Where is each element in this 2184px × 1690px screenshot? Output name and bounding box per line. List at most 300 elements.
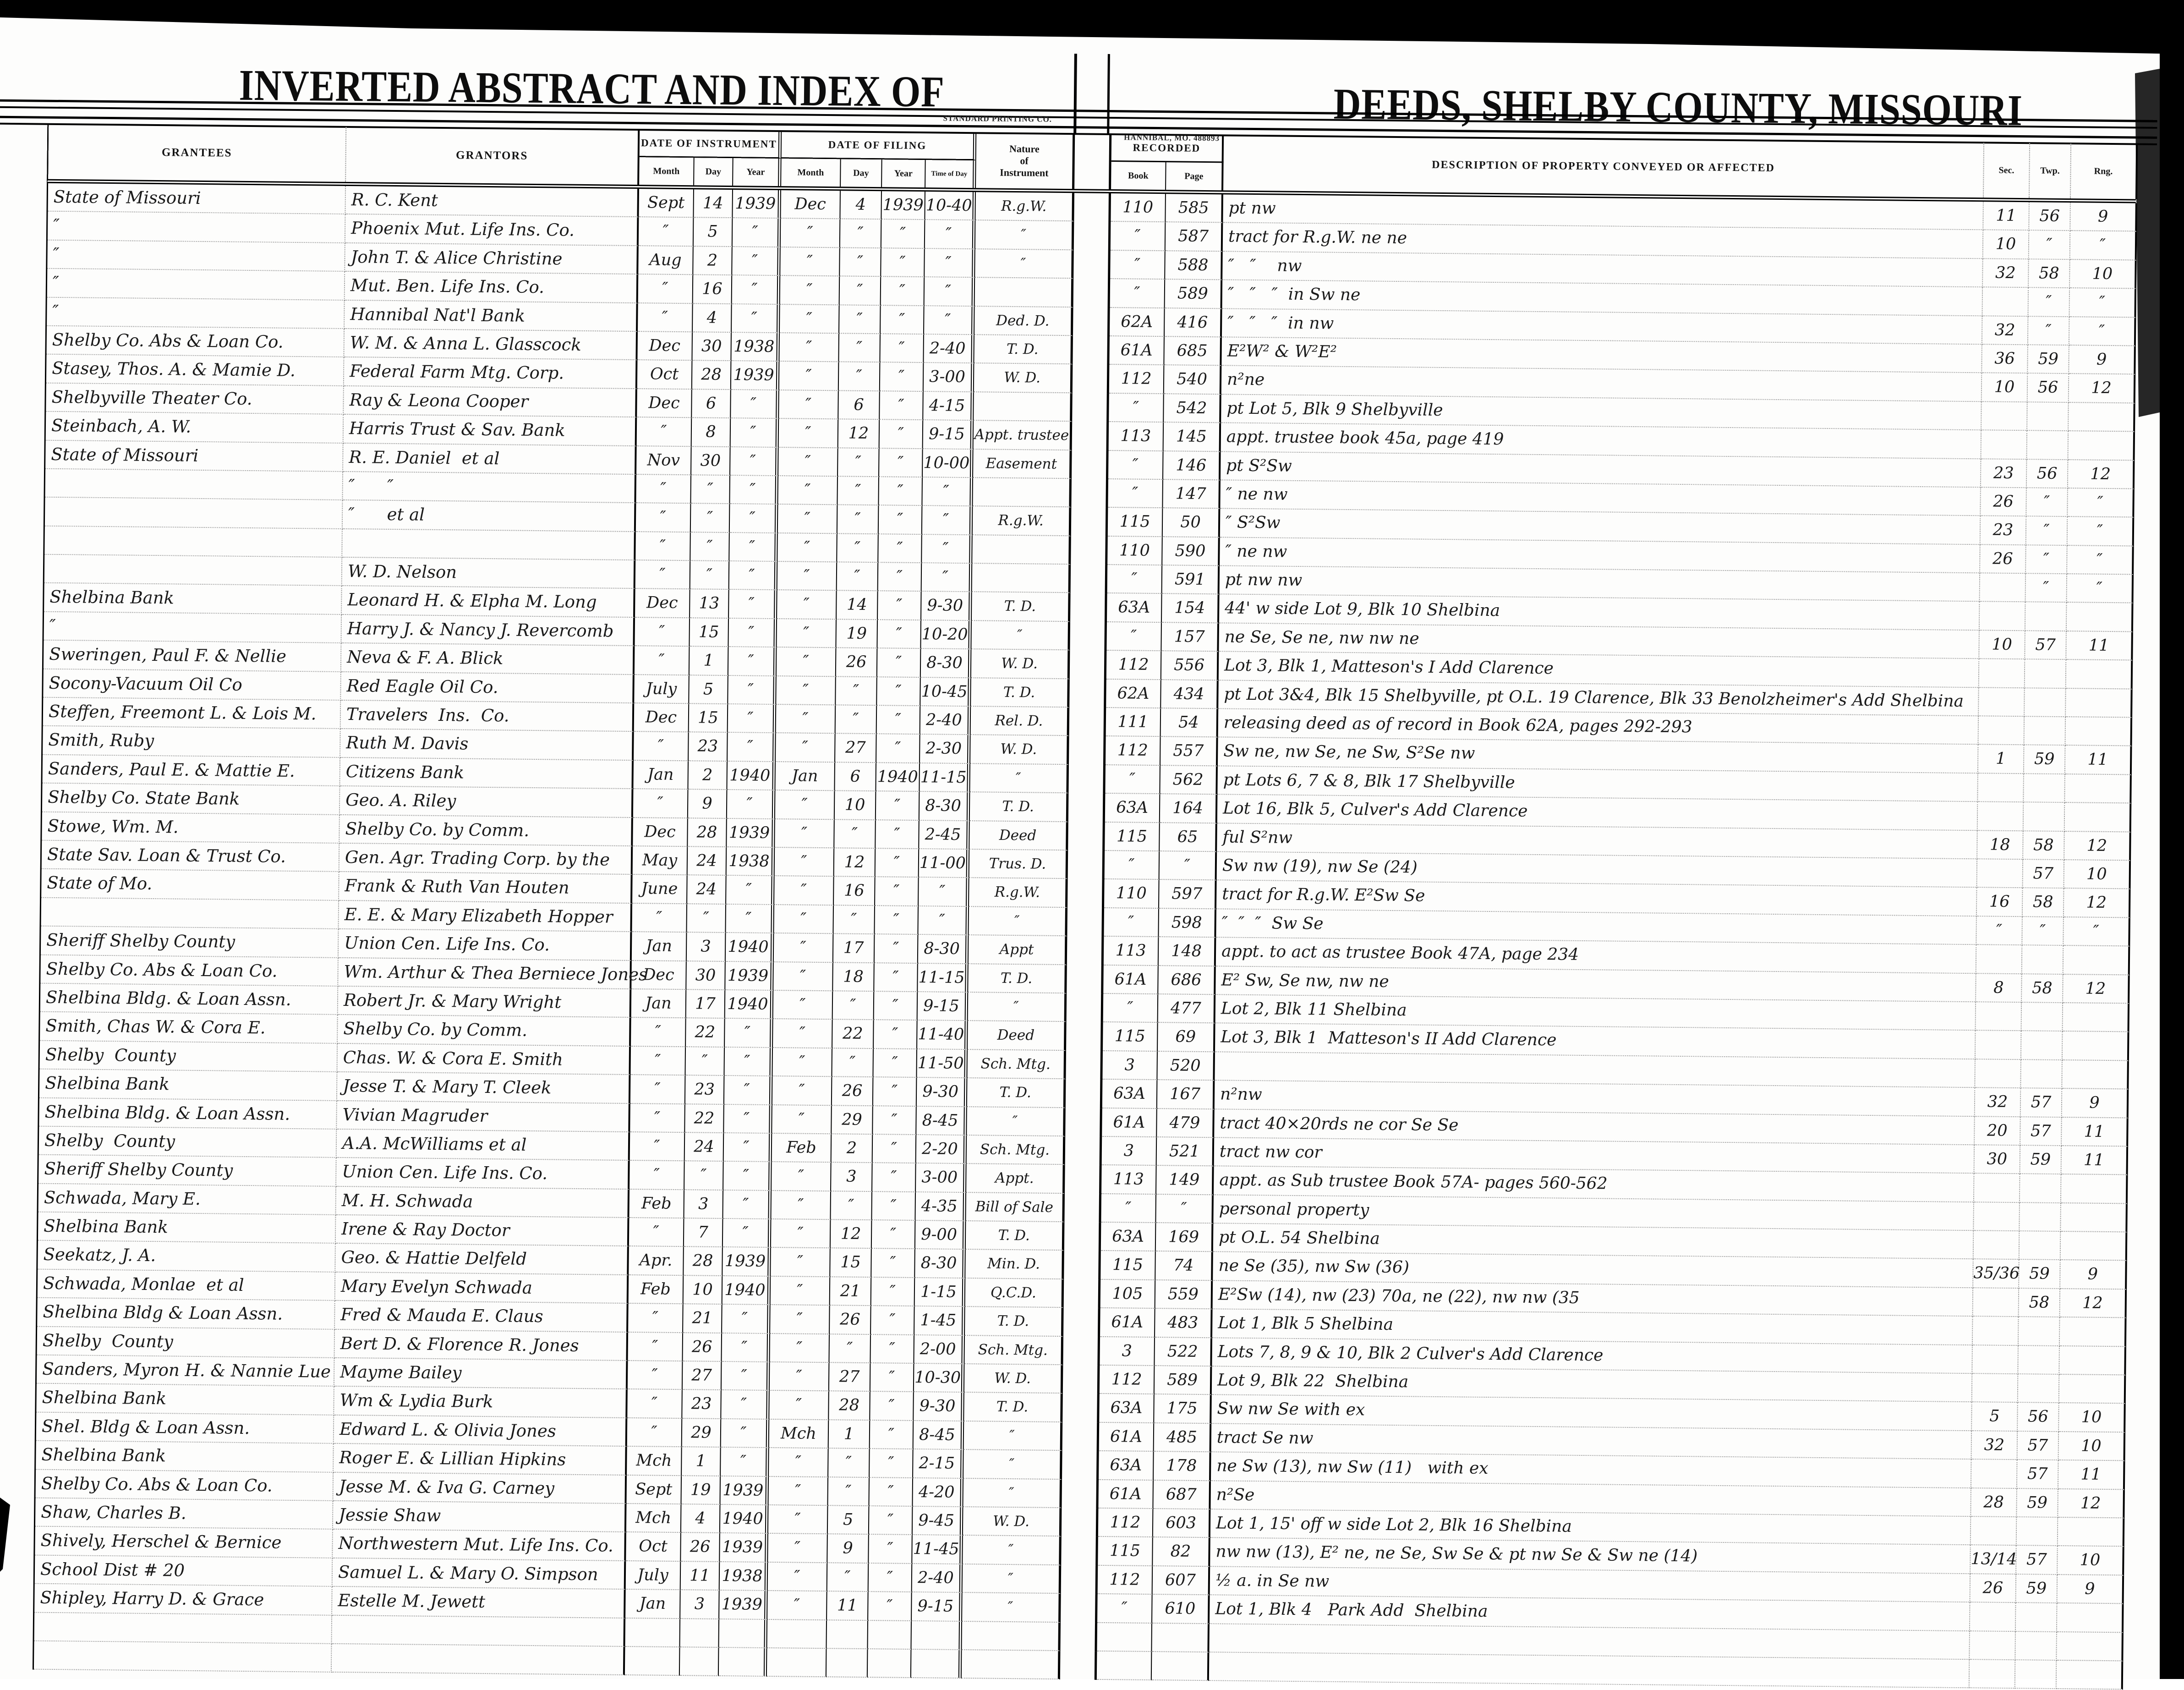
cell-sec: 23 <box>1981 516 2027 545</box>
cell-grantor: Federal Farm Mtg. Corp. <box>344 357 638 389</box>
cell-sec <box>1971 1517 2017 1546</box>
cell-book: 113 <box>1104 937 1159 966</box>
cell-grantee: State of Missouri <box>48 183 346 215</box>
cell-book: 115 <box>1098 1537 1153 1566</box>
cell-description: pt Lots 6, 7 & 8, Blk 17 Shelbyville <box>1217 766 1978 802</box>
cell-nature: T. D. <box>968 964 1067 993</box>
cell-grantee: Socony-Vacuum Oil Co <box>43 669 341 701</box>
cell-rng <box>2062 1060 2129 1090</box>
cell-grantor: Phoenix Mut. Life Ins. Co. <box>345 214 639 246</box>
cell-description: ne Se (35), nw Sw (36) <box>1213 1252 1974 1288</box>
cell-description: ½ a. in Se nw <box>1210 1567 1971 1602</box>
cell-book: ″ <box>1101 1194 1156 1224</box>
cell-filing-month: ″ <box>772 1076 832 1106</box>
cell-sec <box>1973 1317 2019 1345</box>
cell-description: Lot 3, Blk 1, Matteson's I Add Clarence <box>1219 652 1980 688</box>
cell-twp <box>2025 603 2067 631</box>
col-header-rng: Rng. <box>2071 143 2138 199</box>
cell-filing-time: 2-15 <box>913 1449 964 1478</box>
cell-filing-day: 2 <box>832 1134 873 1163</box>
cell-instr-day: 5 <box>694 218 733 247</box>
cell-filing-time: 9-15 <box>912 1592 963 1621</box>
cell-twp: 57 <box>2023 860 2065 889</box>
cell-page: 167 <box>1157 1080 1215 1109</box>
cell-description: releasing deed as of record in Book 62A, pages 292-293 <box>1218 709 1979 745</box>
cell-grantee: Smith, Chas W. & Cora E. <box>40 1012 338 1044</box>
cell-filing-year: ″ <box>877 677 921 706</box>
cell-book <box>1097 1652 1152 1681</box>
cell-instr-month: Feb <box>629 1190 684 1219</box>
cell-instr-month: ″ <box>631 1018 686 1047</box>
cell-filing-time: 11-15 <box>918 964 969 993</box>
cell-filing-year: ″ <box>877 648 921 677</box>
cell-filing-year: ″ <box>870 1449 914 1478</box>
page-gutter <box>1069 736 1106 765</box>
cell-book: 3 <box>1100 1337 1155 1366</box>
cell-filing-month: ″ <box>775 819 835 849</box>
cell-instr-day: 16 <box>693 275 733 304</box>
cell-filing-day: ″ <box>828 1449 870 1477</box>
cell-page: 588 <box>1165 251 1223 280</box>
cell-nature: T. D. <box>972 593 1071 622</box>
cell-nature: R.g.W. <box>975 192 1074 221</box>
cell-description: ″ ″ ″ in nw <box>1222 309 1983 345</box>
cell-nature: T. D. <box>971 678 1070 708</box>
cell-sec: 32 <box>1983 259 2029 288</box>
cell-filing-time: 2-30 <box>920 735 971 763</box>
cell-filing-day: ″ <box>837 505 879 534</box>
cell-sec: 32 <box>1975 1088 2021 1117</box>
cell-rng: 12 <box>2068 460 2135 489</box>
cell-instr-day: 27 <box>683 1361 722 1390</box>
cell-page: 148 <box>1159 937 1216 966</box>
page-gutter <box>1067 879 1105 908</box>
cell-instr-month: July <box>634 675 690 704</box>
cell-instr-day: 22 <box>685 1104 724 1133</box>
page-fold-line <box>1073 54 1077 134</box>
cell-instr-month: ″ <box>633 789 689 818</box>
cell-filing-year: ″ <box>876 791 920 820</box>
cell-filing-time: 10-30 <box>914 1364 965 1393</box>
cell-instr-year: ″ <box>732 304 780 333</box>
page-gutter <box>1073 336 1110 365</box>
cell-filing-month: ″ <box>778 505 838 534</box>
cell-rng <box>2069 403 2135 432</box>
cell-grantee <box>45 469 343 501</box>
cell-grantor: A.A. McWilliams et al <box>337 1130 630 1161</box>
cell-nature: ″ <box>963 1536 1062 1565</box>
cell-book: 61A <box>1099 1423 1155 1452</box>
cell-book: ″ <box>1110 279 1166 308</box>
cell-rng <box>2064 946 2130 975</box>
page-gutter <box>1063 1337 1100 1366</box>
cell-description: E² Sw, Se nw, nw ne <box>1215 966 1976 1002</box>
cell-twp: ″ <box>2028 288 2070 317</box>
cell-instr-day: 28 <box>692 361 732 390</box>
cell-nature <box>962 1622 1061 1651</box>
cell-filing-time: 2-45 <box>919 821 970 850</box>
cell-twp <box>2020 1231 2061 1260</box>
cell-description: ne Se, Se ne, nw nw ne <box>1219 623 1980 659</box>
cell-page: 145 <box>1164 422 1221 452</box>
cell-instr-day: 21 <box>683 1304 723 1333</box>
cell-instr-month: Oct <box>626 1532 681 1562</box>
cell-page: 559 <box>1155 1280 1213 1310</box>
cell-grantor: Frank & Ruth Van Houten <box>339 872 633 904</box>
page-gutter <box>1063 1308 1100 1337</box>
cell-nature <box>962 1650 1061 1679</box>
cell-filing-day: 9 <box>827 1535 869 1564</box>
cell-nature: T. D. <box>966 1221 1065 1251</box>
cell-sec: 32 <box>1982 316 2029 345</box>
cell-filing-year <box>868 1621 912 1650</box>
cell-twp: 59 <box>2028 345 2069 374</box>
cell-filing-day: 5 <box>828 1506 870 1535</box>
page-gutter <box>1073 250 1111 279</box>
cell-book: 112 <box>1100 1366 1155 1395</box>
cell-rng <box>2058 1518 2125 1547</box>
cell-instr-day: 24 <box>688 847 727 876</box>
cell-filing-month: ″ <box>773 1019 833 1048</box>
cell-grantor: Irene & Ray Doctor <box>336 1215 629 1247</box>
cell-twp: ″ <box>2026 488 2068 517</box>
cell-nature: Sch. Mtg. <box>964 1336 1063 1365</box>
cell-instr-month: Aug <box>638 246 694 275</box>
cell-rng: ″ <box>2067 546 2134 575</box>
cell-rng: ″ <box>2067 574 2134 604</box>
cell-filing-month: ″ <box>777 647 837 677</box>
page-gutter <box>1066 1051 1103 1080</box>
cell-twp: ″ <box>2022 917 2064 946</box>
cell-instr-day: 10 <box>684 1276 723 1305</box>
cell-sec: 26 <box>1980 545 2026 574</box>
cell-instr-month: ″ <box>635 618 690 647</box>
cell-description: 44' w side Lot 9, Blk 10 Shelbina <box>1219 595 1980 631</box>
cell-filing-day: 11 <box>827 1591 869 1620</box>
cell-filing-time: ″ <box>925 249 975 278</box>
cell-grantee: Shaw, Charles B. <box>35 1498 334 1530</box>
cell-sec <box>1976 1002 2022 1031</box>
cell-instr-day: ″ <box>691 475 730 504</box>
cell-nature: Min. D. <box>965 1250 1064 1279</box>
cell-grantor: Leonard H. & Elpha M. Long <box>342 586 635 618</box>
cell-grantee <box>44 555 343 587</box>
page-gutter <box>1065 1165 1102 1194</box>
cell-filing-time: 9-00 <box>915 1221 966 1250</box>
cell-filing-year: ″ <box>881 220 925 249</box>
cell-rng: 11 <box>2062 1118 2129 1147</box>
col-header-date-of-filing: DATE OF FILING <box>782 131 977 160</box>
cell-filing-year: ″ <box>873 1077 917 1106</box>
cell-sec <box>1980 602 2026 631</box>
cell-filing-day: ″ <box>836 677 877 706</box>
cell-twp: ″ <box>2025 574 2067 603</box>
table-body <box>33 183 2136 1690</box>
cell-grantee <box>34 1613 333 1644</box>
cell-grantee <box>45 498 343 529</box>
cell-grantee: Sheriff Shelby County <box>38 1155 337 1187</box>
cell-grantor: Hannibal Nat'l Bank <box>345 301 638 332</box>
cell-filing-month: Feb <box>772 1134 832 1163</box>
cell-instr-month: ″ <box>638 274 694 304</box>
cell-filing-time: 10-20 <box>921 620 972 649</box>
cell-filing-day: 27 <box>829 1363 871 1392</box>
cell-filing-year: ″ <box>876 820 920 849</box>
cell-filing-time: ″ <box>918 906 969 935</box>
cell-instr-month: ″ <box>628 1304 684 1333</box>
cell-grantor: Gen. Agr. Trading Corp. by the <box>339 844 633 875</box>
cell-filing-month: ″ <box>770 1362 830 1392</box>
cell-description: pt O.L. 54 Shelbina <box>1213 1224 1974 1259</box>
cell-book: 3 <box>1102 1051 1158 1081</box>
cell-filing-month: ″ <box>779 333 839 362</box>
cell-page: 416 <box>1165 308 1222 338</box>
cell-sec <box>1979 688 2025 717</box>
cell-instr-month: Dec <box>637 332 693 361</box>
cell-page: 50 <box>1163 508 1221 538</box>
page-gutter <box>1073 279 1111 307</box>
page-title-left: INVERTED ABSTRACT AND INDEX OF <box>239 60 945 116</box>
cell-instr-year: 1940 <box>725 990 774 1019</box>
col-header-twp: Twp. <box>2030 143 2071 198</box>
cell-nature: ″ <box>969 907 1067 936</box>
cell-book: 111 <box>1106 708 1161 737</box>
cell-rng: ″ <box>2064 917 2130 947</box>
cell-description: n²nw <box>1215 1081 1976 1116</box>
cell-filing-month: ″ <box>778 448 838 477</box>
cell-filing-time <box>911 1650 962 1679</box>
cell-rng <box>2059 1375 2126 1404</box>
cell-grantor: Roger E. & Lillian Hipkins <box>334 1444 627 1476</box>
cell-book: 105 <box>1100 1280 1156 1309</box>
cell-sec: 30 <box>1975 1145 2021 1174</box>
cell-filing-month: ″ <box>777 533 837 563</box>
cell-filing-month: ″ <box>773 991 833 1020</box>
cell-nature: ″ <box>968 993 1067 1022</box>
cell-filing-day: ″ <box>831 1191 872 1220</box>
cell-grantee <box>44 526 343 558</box>
cell-filing-day: 6 <box>838 391 880 420</box>
cell-filing-time: ″ <box>925 277 975 306</box>
cell-filing-month: ″ <box>777 562 837 591</box>
cell-rng: 9 <box>2070 203 2137 232</box>
printer-imprint-left: STANDARD PRINTING CO. <box>943 114 1052 124</box>
cell-twp <box>2021 1060 2063 1089</box>
cell-twp: 57 <box>2018 1432 2059 1460</box>
cell-nature: ″ <box>963 1479 1062 1508</box>
cell-filing-month: ″ <box>780 305 840 334</box>
cell-instr-month: ″ <box>630 1132 685 1162</box>
cell-page: 589 <box>1155 1366 1212 1395</box>
cell-grantor: E. E. & Mary Elizabeth Hopper <box>339 901 632 933</box>
cell-nature: R.g.W. <box>973 506 1072 536</box>
cell-filing-day: 29 <box>832 1106 873 1135</box>
cell-book: 112 <box>1106 651 1162 680</box>
cell-book: 113 <box>1101 1165 1157 1195</box>
col-header-description: DESCRIPTION OF PROPERTY CONVEYED OR AFFECTED <box>1223 135 1984 198</box>
cell-book: ″ <box>1109 394 1164 423</box>
cell-grantee: Stasey, Thos. A. & Mamie D. <box>46 355 345 386</box>
cell-description: ″ S²Sw <box>1220 509 1981 545</box>
cell-instr-month: June <box>632 875 688 904</box>
cell-nature: Ded. D. <box>974 307 1073 336</box>
cell-filing-month: ″ <box>778 476 838 505</box>
cell-grantor: R. C. Kent <box>345 186 639 218</box>
cell-instr-year: ″ <box>726 876 775 905</box>
cell-rng: 12 <box>2058 1489 2125 1519</box>
cell-instr-month: ″ <box>627 1389 683 1419</box>
cell-sec: 13/14 <box>1971 1546 2017 1575</box>
cell-filing-time: 11-15 <box>920 763 970 792</box>
cell-instr-month: May <box>633 846 688 876</box>
cell-filing-day: 19 <box>836 620 878 648</box>
cell-instr-month: Jan <box>633 761 689 790</box>
subheader-instr-year: Year <box>733 158 782 186</box>
cell-sec: 8 <box>1976 974 2022 1003</box>
cell-description: pt Lot 3&4, Blk 15 Shelbyville, pt O.L. 19 Clarence, Blk 33 Benolzheimer's Add Shelbina <box>1218 680 1979 716</box>
cell-instr-year: ″ <box>728 619 777 647</box>
cell-book: 63A <box>1107 593 1162 623</box>
cell-grantor: Bert D. & Florence R. Jones <box>334 1329 628 1361</box>
cell-grantor: Travelers Ins. Co. <box>341 701 635 732</box>
cell-book: ″ <box>1097 1594 1153 1624</box>
subheader-filing-day: Day <box>841 159 882 187</box>
cell-twp: 56 <box>2027 460 2069 488</box>
cell-grantee: Shelbina Bldg. & Loan Assn. <box>39 1098 337 1130</box>
cell-instr-year: ″ <box>724 1133 772 1162</box>
cell-instr-day: 30 <box>686 961 726 990</box>
cell-filing-time: 10-00 <box>923 449 974 478</box>
cell-grantee: ″ <box>47 241 345 272</box>
cell-filing-day: ″ <box>839 362 881 391</box>
cell-filing-day: 28 <box>829 1392 870 1421</box>
cell-instr-year: ″ <box>723 1162 772 1191</box>
cell-filing-time: 2-40 <box>924 335 974 363</box>
cell-instr-month: Dec <box>635 589 690 619</box>
cell-page: 483 <box>1155 1309 1213 1338</box>
cell-filing-day: 26 <box>832 1077 874 1106</box>
cell-twp <box>2016 1603 2058 1632</box>
cell-page: 687 <box>1153 1481 1211 1510</box>
cell-instr-day: 26 <box>683 1333 722 1362</box>
cell-grantor: Citizens Bank <box>340 758 634 790</box>
cell-instr-year: ″ <box>724 1076 773 1105</box>
cell-page: 685 <box>1164 337 1222 366</box>
cell-filing-time: ″ <box>922 477 973 506</box>
cell-book: 63A <box>1099 1394 1155 1423</box>
cell-instr-day: 15 <box>689 704 728 733</box>
cell-description: E²Sw (14), nw (23) 70a, ne (22), nw nw (35 <box>1213 1281 1974 1317</box>
cell-grantee: Shipley, Harry D. & Grace <box>34 1584 333 1616</box>
cell-grantor: Shelby Co. by Comm. <box>339 815 633 847</box>
cell-grantor: Geo. A. Riley <box>340 786 634 818</box>
cell-filing-day: 17 <box>833 934 875 963</box>
cell-grantee: Seekatz, J. A. <box>38 1241 336 1273</box>
page-gutter <box>1068 822 1105 851</box>
cell-filing-year: ″ <box>879 505 923 534</box>
cell-filing-time: ″ <box>925 220 976 249</box>
cell-page: 562 <box>1160 766 1218 795</box>
cell-filing-day: ″ <box>840 219 882 248</box>
cell-page: 589 <box>1165 280 1223 309</box>
cell-page: 479 <box>1157 1109 1215 1138</box>
cell-twp: 57 <box>2020 1117 2062 1146</box>
cell-nature: T. D. <box>965 1307 1064 1336</box>
cell-instr-day: 30 <box>691 447 731 476</box>
cell-filing-day: 12 <box>834 848 876 877</box>
cell-description: Lot 3, Blk 1 Matteson's II Add Clarence <box>1215 1024 1976 1059</box>
cell-filing-year: ″ <box>872 1220 916 1249</box>
cell-filing-year: ″ <box>878 563 922 592</box>
cell-rng: 9 <box>2060 1260 2127 1289</box>
cell-nature: Deed <box>969 821 1068 850</box>
cell-description: ″ ne nw <box>1220 538 1981 573</box>
cell-filing-year: ″ <box>880 391 924 420</box>
cell-instr-year: ″ <box>729 533 778 562</box>
cell-filing-year: ″ <box>878 534 922 563</box>
cell-nature: T. D. <box>967 1078 1066 1108</box>
cell-filing-month: ″ <box>770 1334 830 1363</box>
cell-filing-month: Mch <box>769 1420 829 1449</box>
cell-grantor: R. E. Daniel et al <box>343 443 637 475</box>
cell-rng <box>2065 774 2132 804</box>
cell-description: ″ ″ nw <box>1222 252 1983 287</box>
page-gutter <box>1067 936 1104 965</box>
cell-instr-year: ″ <box>731 418 779 447</box>
cell-instr-month <box>625 1619 680 1648</box>
cell-sec: 20 <box>1975 1117 2021 1146</box>
page-gutter <box>1060 1623 1097 1652</box>
cell-twp: ″ <box>2029 231 2071 260</box>
cell-filing-year: ″ <box>878 592 922 620</box>
cell-filing-time: ″ <box>922 535 973 564</box>
cell-grantor: Harris Trust & Sav. Bank <box>344 415 637 446</box>
cell-twp: 57 <box>2017 1460 2059 1489</box>
cell-instr-day: 6 <box>692 390 731 418</box>
cell-instr-month: ″ <box>627 1418 683 1448</box>
cell-instr-month: ″ <box>634 732 689 761</box>
subheader-book: Book <box>1111 162 1166 190</box>
cell-sec <box>1978 774 2024 802</box>
cell-rng <box>2060 1317 2127 1347</box>
cell-book: 115 <box>1105 823 1160 852</box>
cell-rng <box>2068 431 2135 461</box>
cell-nature: Appt <box>969 935 1067 965</box>
cell-nature: ″ <box>967 1107 1066 1136</box>
cell-grantor: Harry J. & Nancy J. Revercomb <box>341 615 635 647</box>
cell-twp: ″ <box>2026 545 2068 574</box>
cell-filing-month <box>767 1619 827 1649</box>
cell-book: 61A <box>1102 1108 1157 1137</box>
cell-instr-day: ″ <box>691 504 730 533</box>
cell-page: 522 <box>1155 1338 1212 1367</box>
cell-page <box>1152 1652 1210 1681</box>
cell-description: appt. as Sub trustee Book 57A- pages 560-562 <box>1214 1167 1975 1202</box>
cell-twp <box>2022 945 2064 974</box>
cell-filing-year: ″ <box>874 992 918 1021</box>
cell-twp <box>2017 1517 2058 1546</box>
cell-filing-year: ″ <box>869 1506 913 1535</box>
cell-description: Sw nw (19), nw Se (24) <box>1217 852 1978 888</box>
cell-filing-time: 9-45 <box>913 1507 963 1536</box>
cell-filing-month: ″ <box>772 1048 832 1077</box>
cell-twp <box>2018 1346 2060 1375</box>
cell-filing-time: 9-30 <box>921 592 972 621</box>
cell-instr-month: Jan <box>632 932 687 961</box>
cell-sec: 28 <box>1971 1488 2017 1517</box>
cell-instr-day: 2 <box>688 761 728 790</box>
cell-instr-month: Dec <box>631 961 687 990</box>
